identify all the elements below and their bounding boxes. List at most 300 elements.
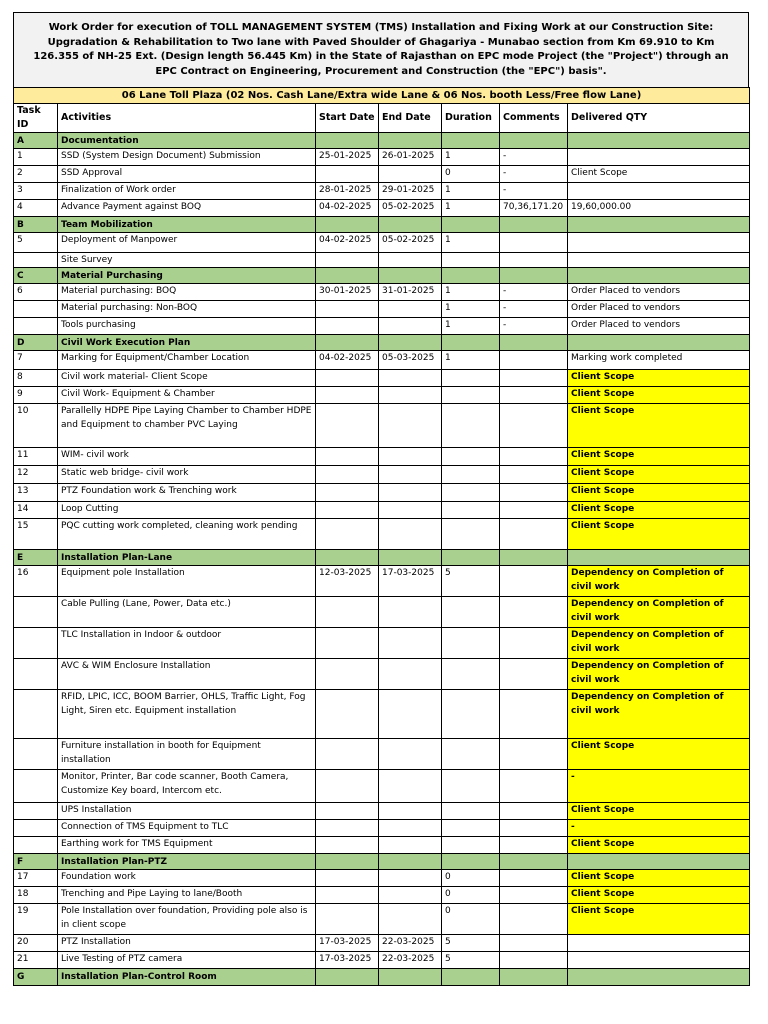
section-empty-cell <box>500 969 568 986</box>
duration-cell: 1 <box>442 200 500 217</box>
section-empty-cell <box>442 550 500 566</box>
section-id: E <box>14 550 58 566</box>
delivered-qty-cell: Client Scope <box>568 448 750 466</box>
start-date-cell: 04-02-2025 <box>316 351 379 370</box>
delivered-qty-cell: Order Placed to vendors <box>568 318 750 335</box>
activity-cell: Trenching and Pipe Laying to lane/Booth <box>58 887 316 904</box>
comments-cell: - <box>500 149 568 166</box>
delivered-qty-cell: Dependency on Completion of civil work <box>568 659 750 690</box>
start-date-cell <box>316 690 379 739</box>
end-date-cell <box>379 519 442 550</box>
section-empty-cell <box>500 133 568 149</box>
activity-cell: Earthing work for TMS Equipment <box>58 837 316 854</box>
task-id-cell: 8 <box>14 370 58 387</box>
table-row <box>14 952 750 969</box>
duration-cell <box>442 770 500 803</box>
comments-cell: - <box>500 166 568 183</box>
activity-cell: Equipment pole Installation <box>58 566 316 597</box>
start-date-cell <box>316 166 379 183</box>
duration-cell: 1 <box>442 149 500 166</box>
comments-cell <box>500 837 568 854</box>
delivered-qty-cell: Client Scope <box>568 484 750 502</box>
section-title: Documentation <box>58 133 316 149</box>
comments-cell: - <box>500 301 568 318</box>
task-id-cell: 21 <box>14 952 58 969</box>
table-row <box>14 739 750 770</box>
comments-cell <box>500 484 568 502</box>
duration-cell <box>442 739 500 770</box>
table-row <box>14 820 750 837</box>
comments-cell <box>500 952 568 969</box>
task-id-cell: 17 <box>14 870 58 887</box>
comments-cell: - <box>500 318 568 335</box>
section-id: G <box>14 969 58 986</box>
task-id-cell: 10 <box>14 404 58 448</box>
activity-cell: SSD Approval <box>58 166 316 183</box>
start-date-cell <box>316 484 379 502</box>
duration-cell <box>442 404 500 448</box>
duration-cell: 5 <box>442 566 500 597</box>
section-empty-cell <box>316 969 379 986</box>
start-date-cell <box>316 502 379 519</box>
table-row <box>14 466 750 484</box>
section-title: Installation Plan-PTZ <box>58 854 316 870</box>
delivered-qty-cell <box>568 183 750 200</box>
section-title: Civil Work Execution Plan <box>58 335 316 351</box>
end-date-cell: 22-03-2025 <box>379 935 442 952</box>
table-row <box>14 370 750 387</box>
comments-cell <box>500 404 568 448</box>
end-date-cell <box>379 448 442 466</box>
section-empty-cell <box>500 335 568 351</box>
duration-cell <box>442 659 500 690</box>
task-id-cell <box>14 659 58 690</box>
end-date-cell: 05-02-2025 <box>379 200 442 217</box>
plaza-banner: 06 Lane Toll Plaza (02 Nos. Cash Lane/Extra wide Lane & 06 Nos. booth Less/Free flow Lane) <box>14 88 750 104</box>
duration-cell: 0 <box>442 904 500 935</box>
comments-cell <box>500 690 568 739</box>
section-row <box>14 335 750 351</box>
duration-cell: 1 <box>442 233 500 253</box>
activity-cell: Material purchasing: Non-BOQ <box>58 301 316 318</box>
start-date-cell: 30-01-2025 <box>316 284 379 301</box>
table-row <box>14 659 750 690</box>
activity-cell: Civil work material- Client Scope <box>58 370 316 387</box>
table-row <box>14 253 750 268</box>
header-comments: Comments <box>500 104 568 133</box>
end-date-cell <box>379 887 442 904</box>
delivered-qty-cell: Client Scope <box>568 803 750 820</box>
table-row <box>14 690 750 739</box>
table-row <box>14 183 750 200</box>
delivered-qty-cell: - <box>568 770 750 803</box>
comments-cell <box>500 659 568 690</box>
comments-cell <box>500 597 568 628</box>
comments-cell <box>500 904 568 935</box>
delivered-qty-cell <box>568 149 750 166</box>
start-date-cell <box>316 820 379 837</box>
section-row <box>14 550 750 566</box>
comments-cell <box>500 351 568 370</box>
activity-cell: Connection of TMS Equipment to TLC <box>58 820 316 837</box>
duration-cell <box>442 502 500 519</box>
activity-cell: AVC & WIM Enclosure Installation <box>58 659 316 690</box>
comments-cell <box>500 253 568 268</box>
section-empty-cell <box>316 550 379 566</box>
end-date-cell <box>379 739 442 770</box>
task-id-cell: 1 <box>14 149 58 166</box>
header-duration: Duration <box>442 104 500 133</box>
comments-cell <box>500 770 568 803</box>
end-date-cell <box>379 770 442 803</box>
task-id-cell: 16 <box>14 566 58 597</box>
section-empty-cell <box>442 217 500 233</box>
section-empty-cell <box>442 133 500 149</box>
activity-cell: PTZ Installation <box>58 935 316 952</box>
activity-cell: Foundation work <box>58 870 316 887</box>
start-date-cell <box>316 301 379 318</box>
section-title: Installation Plan-Control Room <box>58 969 316 986</box>
start-date-cell <box>316 448 379 466</box>
end-date-cell <box>379 404 442 448</box>
section-empty-cell <box>442 854 500 870</box>
section-empty-cell <box>568 550 750 566</box>
start-date-cell <box>316 253 379 268</box>
comments-cell: - <box>500 183 568 200</box>
start-date-cell <box>316 628 379 659</box>
duration-cell: 0 <box>442 870 500 887</box>
document-title: Work Order for execution of TOLL MANAGEMENT SYSTEM (TMS) Installation and Fixing Work at our Construction Site: Upgradation & Rehabilitation to Two lane with Paved Shoulder of Ghagariya - Munabao section from Km 69.910 to Km 126.355 of NH-25 Ext. (Design length 56.445 Km) in the State of Rajasthan on EPC mode Project (the "Project") through an EPC Contract on Engineering, Procurement and Construction (the "EPC") basis". <box>13 12 749 87</box>
plaza-banner-row <box>14 88 750 104</box>
section-empty-cell <box>379 854 442 870</box>
duration-cell: 1 <box>442 301 500 318</box>
activity-cell: WIM- civil work <box>58 448 316 466</box>
end-date-cell <box>379 820 442 837</box>
start-date-cell: 17-03-2025 <box>316 935 379 952</box>
duration-cell: 1 <box>442 351 500 370</box>
task-id-cell: 9 <box>14 387 58 404</box>
task-id-cell: 18 <box>14 887 58 904</box>
start-date-cell: 04-02-2025 <box>316 233 379 253</box>
activity-cell: PTZ Foundation work & Trenching work <box>58 484 316 502</box>
duration-cell: 5 <box>442 935 500 952</box>
activity-cell: Marking for Equipment/Chamber Location <box>58 351 316 370</box>
section-title: Installation Plan-Lane <box>58 550 316 566</box>
duration-cell <box>442 387 500 404</box>
activity-cell: Deployment of Manpower <box>58 233 316 253</box>
delivered-qty-cell: Client Scope <box>568 870 750 887</box>
comments-cell <box>500 502 568 519</box>
section-empty-cell <box>316 335 379 351</box>
start-date-cell: 04-02-2025 <box>316 200 379 217</box>
section-row <box>14 854 750 870</box>
start-date-cell <box>316 466 379 484</box>
comments-cell <box>500 370 568 387</box>
duration-cell: 0 <box>442 887 500 904</box>
task-id-cell: 6 <box>14 284 58 301</box>
section-empty-cell <box>379 217 442 233</box>
header-start-date: Start Date <box>316 104 379 133</box>
start-date-cell <box>316 904 379 935</box>
comments-cell <box>500 820 568 837</box>
duration-cell <box>442 448 500 466</box>
start-date-cell <box>316 404 379 448</box>
duration-cell <box>442 837 500 854</box>
comments-cell <box>500 870 568 887</box>
duration-cell: 1 <box>442 183 500 200</box>
end-date-cell: 29-01-2025 <box>379 183 442 200</box>
task-id-cell <box>14 820 58 837</box>
table-row <box>14 803 750 820</box>
activity-cell: Material purchasing: BOQ <box>58 284 316 301</box>
end-date-cell <box>379 837 442 854</box>
start-date-cell: 12-03-2025 <box>316 566 379 597</box>
end-date-cell <box>379 904 442 935</box>
end-date-cell <box>379 659 442 690</box>
task-id-cell <box>14 803 58 820</box>
section-empty-cell <box>500 268 568 284</box>
start-date-cell <box>316 837 379 854</box>
task-id-cell: 13 <box>14 484 58 502</box>
duration-cell: 5 <box>442 952 500 969</box>
table-row <box>14 166 750 183</box>
table-row <box>14 566 750 597</box>
task-id-cell <box>14 301 58 318</box>
delivered-qty-cell: 19,60,000.00 <box>568 200 750 217</box>
start-date-cell <box>316 887 379 904</box>
end-date-cell <box>379 166 442 183</box>
header-activities: Activities <box>58 104 316 133</box>
comments-cell: - <box>500 284 568 301</box>
section-empty-cell <box>500 217 568 233</box>
section-empty-cell <box>442 268 500 284</box>
delivered-qty-cell <box>568 952 750 969</box>
activity-cell: Parallelly HDPE Pipe Laying Chamber to Chamber HDPE and Equipment to chamber PVC Laying <box>58 404 316 448</box>
table-row <box>14 502 750 519</box>
delivered-qty-cell <box>568 253 750 268</box>
comments-cell <box>500 519 568 550</box>
comments-cell <box>500 448 568 466</box>
section-row <box>14 969 750 986</box>
section-empty-cell <box>568 217 750 233</box>
duration-cell <box>442 370 500 387</box>
end-date-cell <box>379 318 442 335</box>
table-row <box>14 935 750 952</box>
task-id-cell: 11 <box>14 448 58 466</box>
end-date-cell <box>379 690 442 739</box>
activity-cell: RFID, LPIC, ICC, BOOM Barrier, OHLS, Traffic Light, Fog Light, Siren etc. Equipment installation <box>58 690 316 739</box>
section-title: Team Mobilization <box>58 217 316 233</box>
delivered-qty-cell: Client Scope <box>568 837 750 854</box>
end-date-cell <box>379 597 442 628</box>
duration-cell <box>442 484 500 502</box>
comments-cell <box>500 387 568 404</box>
end-date-cell: 05-02-2025 <box>379 233 442 253</box>
section-id: A <box>14 133 58 149</box>
activity-cell: Live Testing of PTZ camera <box>58 952 316 969</box>
delivered-qty-cell: Client Scope <box>568 904 750 935</box>
section-empty-cell <box>379 335 442 351</box>
section-empty-cell <box>316 133 379 149</box>
task-id-cell: 4 <box>14 200 58 217</box>
end-date-cell <box>379 628 442 659</box>
table-row <box>14 387 750 404</box>
task-id-cell: 15 <box>14 519 58 550</box>
section-empty-cell <box>500 550 568 566</box>
section-id: C <box>14 268 58 284</box>
activity-cell: Furniture installation in booth for Equipment installation <box>58 739 316 770</box>
activity-cell: TLC Installation in Indoor & outdoor <box>58 628 316 659</box>
duration-cell <box>442 519 500 550</box>
task-id-cell: 19 <box>14 904 58 935</box>
task-id-cell <box>14 690 58 739</box>
section-empty-cell <box>500 854 568 870</box>
delivered-qty-cell: Order Placed to vendors <box>568 301 750 318</box>
delivered-qty-cell: Client Scope <box>568 887 750 904</box>
table-row <box>14 200 750 217</box>
comments-cell: 70,36,171.20 <box>500 200 568 217</box>
activity-cell: Loop Cutting <box>58 502 316 519</box>
section-empty-cell <box>442 335 500 351</box>
header-end-date: End Date <box>379 104 442 133</box>
task-id-cell <box>14 253 58 268</box>
activity-cell: PQC cutting work completed, cleaning work pending <box>58 519 316 550</box>
comments-cell <box>500 935 568 952</box>
task-id-cell: 7 <box>14 351 58 370</box>
task-id-cell <box>14 597 58 628</box>
section-row <box>14 268 750 284</box>
duration-cell <box>442 628 500 659</box>
task-id-cell: 20 <box>14 935 58 952</box>
end-date-cell: 31-01-2025 <box>379 284 442 301</box>
table-row <box>14 870 750 887</box>
activity-cell: Finalization of Work order <box>58 183 316 200</box>
start-date-cell <box>316 739 379 770</box>
end-date-cell: 26-01-2025 <box>379 149 442 166</box>
delivered-qty-cell: Client Scope <box>568 739 750 770</box>
duration-cell: 1 <box>442 284 500 301</box>
end-date-cell <box>379 484 442 502</box>
duration-cell <box>442 803 500 820</box>
delivered-qty-cell: Dependency on Completion of civil work <box>568 628 750 659</box>
delivered-qty-cell: Client Scope <box>568 166 750 183</box>
duration-cell: 0 <box>442 166 500 183</box>
start-date-cell: 17-03-2025 <box>316 952 379 969</box>
section-empty-cell <box>568 969 750 986</box>
header-delivered-qty: Delivered QTY <box>568 104 750 133</box>
start-date-cell: 28-01-2025 <box>316 183 379 200</box>
table-row <box>14 904 750 935</box>
end-date-cell <box>379 370 442 387</box>
comments-cell <box>500 887 568 904</box>
activity-cell: Site Survey <box>58 253 316 268</box>
end-date-cell: 17-03-2025 <box>379 566 442 597</box>
task-id-cell: 5 <box>14 233 58 253</box>
work-order-sheet <box>13 12 749 986</box>
table-row <box>14 597 750 628</box>
activity-cell: Monitor, Printer, Bar code scanner, Booth Camera, Customize Key board, Intercom etc. <box>58 770 316 803</box>
section-empty-cell <box>442 969 500 986</box>
delivered-qty-cell: Order Placed to vendors <box>568 284 750 301</box>
delivered-qty-cell: Client Scope <box>568 502 750 519</box>
table-row <box>14 519 750 550</box>
table-row <box>14 887 750 904</box>
comments-cell <box>500 803 568 820</box>
delivered-qty-cell: Client Scope <box>568 387 750 404</box>
section-empty-cell <box>568 268 750 284</box>
section-empty-cell <box>379 268 442 284</box>
start-date-cell <box>316 770 379 803</box>
activity-cell: Cable Pulling (Lane, Power, Data etc.) <box>58 597 316 628</box>
section-empty-cell <box>379 969 442 986</box>
header-row <box>14 104 750 133</box>
task-id-cell <box>14 318 58 335</box>
task-id-cell <box>14 628 58 659</box>
activity-cell: UPS Installation <box>58 803 316 820</box>
start-date-cell <box>316 597 379 628</box>
activity-cell: SSD (System Design Document) Submission <box>58 149 316 166</box>
start-date-cell <box>316 318 379 335</box>
section-empty-cell <box>379 550 442 566</box>
start-date-cell <box>316 387 379 404</box>
comments-cell <box>500 566 568 597</box>
delivered-qty-cell <box>568 233 750 253</box>
section-empty-cell <box>316 854 379 870</box>
end-date-cell: 22-03-2025 <box>379 952 442 969</box>
task-id-cell: 12 <box>14 466 58 484</box>
delivered-qty-cell: - <box>568 820 750 837</box>
activity-cell: Pole Installation over foundation, Providing pole also is in client scope <box>58 904 316 935</box>
end-date-cell <box>379 387 442 404</box>
duration-cell <box>442 253 500 268</box>
delivered-qty-cell: Dependency on Completion of civil work <box>568 690 750 739</box>
table-row <box>14 149 750 166</box>
comments-cell <box>500 466 568 484</box>
table-row <box>14 351 750 370</box>
duration-cell <box>442 466 500 484</box>
delivered-qty-cell: Client Scope <box>568 404 750 448</box>
end-date-cell <box>379 502 442 519</box>
comments-cell <box>500 628 568 659</box>
task-id-cell: 14 <box>14 502 58 519</box>
comments-cell <box>500 739 568 770</box>
duration-cell <box>442 690 500 739</box>
end-date-cell <box>379 466 442 484</box>
table-row <box>14 318 750 335</box>
delivered-qty-cell <box>568 935 750 952</box>
table-row <box>14 301 750 318</box>
activity-cell: Advance Payment against BOQ <box>58 200 316 217</box>
end-date-cell <box>379 870 442 887</box>
section-empty-cell <box>568 335 750 351</box>
start-date-cell <box>316 803 379 820</box>
task-id-cell: 3 <box>14 183 58 200</box>
task-id-cell: 2 <box>14 166 58 183</box>
table-row <box>14 284 750 301</box>
table-row <box>14 837 750 854</box>
section-empty-cell <box>379 133 442 149</box>
section-id: F <box>14 854 58 870</box>
section-title: Material Purchasing <box>58 268 316 284</box>
table-row <box>14 404 750 448</box>
start-date-cell <box>316 519 379 550</box>
header-task-id: Task ID <box>14 104 58 133</box>
activity-cell: Tools purchasing <box>58 318 316 335</box>
comments-cell <box>500 233 568 253</box>
start-date-cell <box>316 370 379 387</box>
section-row <box>14 133 750 149</box>
duration-cell: 1 <box>442 318 500 335</box>
